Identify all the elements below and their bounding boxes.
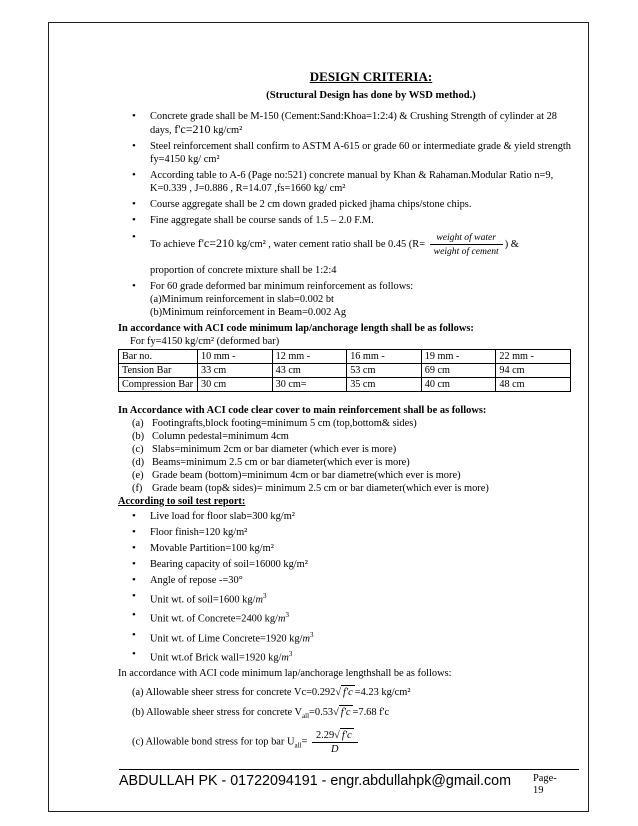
bond-stress-fraction: $\frac{2.29√ f'c}{D}$ xyxy=(312,728,358,756)
list-item: (d) Beams=minimum 2.5 cm or bar diameter(which ever is more) xyxy=(132,457,410,468)
stress-line-b: (b) Allowable sheer stress for concrete $V_{all}=0.53√$ f'c =7.68 f'c xyxy=(132,706,390,720)
list-item: • Unit wt.of Brick wall=1920 $kg/m^3$ xyxy=(118,648,576,664)
list-item: • Unit wt. of Concrete=2400 $kg/m^3$ xyxy=(118,609,576,625)
table-row: Bar no. 10 mm - 12 mm - 16 mm - 19 mm - 22 mm - xyxy=(119,350,571,364)
list-item: (c) Slabs=minimum 2cm or bar diameter (which ever is more) xyxy=(132,444,397,455)
page-number: Page- 19 xyxy=(533,773,557,796)
table-row: Tension Bar 33 cm 43 cm 53 cm 69 cm 94 cm xyxy=(119,364,571,378)
list-item: • To achieve f'c=210 kg/cm² , water cement ratio shall be 0.45 (R= $\frac{\text{weight of water}}{\text{weight of cement}}$ ) & proportion of concrete mixture shall be 1:2:4 xyxy=(118,231,576,277)
footer-divider xyxy=(119,769,579,770)
list-item: • Concrete grade shall be M-150 (Cement:Sand:Khoa=1:2:4) & Crushing Strength of cylinder at 28 days, f'c=210 kg/cm² xyxy=(118,110,576,137)
lap-subheading: For fy=4150 kg/cm² (deformed bar) xyxy=(130,336,280,347)
page-subtitle: (Structural Design has done by WSD method.) xyxy=(266,90,476,101)
list-item: (f) Grade beam (top& sides)= minimum 2.5 cm or bar diameter(which ever is more) xyxy=(132,483,489,494)
design-criteria-list xyxy=(118,110,576,319)
water-cement-fraction: $\frac{\text{weight of water}}{\text{weight of cement}}$ xyxy=(430,231,503,258)
list-item: (a) Footingrafts,block footing=minimum 5 cm (top,bottom& sides) xyxy=(132,418,417,429)
stress-heading: In accordance with ACI code minimum lap/anchorage lengthshall be as follows: xyxy=(118,667,452,679)
cover-heading: In Accordance with ACI code clear cover to main reinforcement shall be as follows: xyxy=(118,405,487,416)
lap-heading: In accordance with ACI code minimum lap/anchorage length shall be as follows: xyxy=(118,323,474,334)
list-item: (b) Column pedestal=minimum 4cm xyxy=(132,431,289,442)
page-content xyxy=(118,70,576,756)
list-item: • Floor finish=120 kg/m² xyxy=(118,526,576,539)
stress-line-a: (a) Allowable sheer stress for concrete Vc=0.292√ f'c =4.23 kg/cm² xyxy=(132,686,411,698)
footer-author: ABDULLAH PK - 01722094191 - engr.abdullahpk@gmail.com xyxy=(119,773,512,789)
list-item: • Angle of repose -=30° xyxy=(118,574,576,587)
list-item: • Bearing capacity of soil=16000 kg/m² xyxy=(118,558,576,571)
soil-list xyxy=(118,510,576,665)
cover-list xyxy=(118,417,576,495)
list-item: • Steel reinforcement shall confirm to ASTM A-615 or grade 60 or intermediate grade & yield strength fy=4150 kg/ cm² xyxy=(118,140,576,166)
list-item: • Unit wt. of Lime Concrete=1920 $kg/m^3$ xyxy=(118,629,576,645)
list-item: • Movable Partition=100 kg/m² xyxy=(118,542,576,555)
lap-length-table xyxy=(118,349,571,392)
table-row: Compression Bar 30 cm 30 cm= 35 cm 40 cm 48 cm xyxy=(119,378,571,392)
page-title: DESIGN CRITERIA: xyxy=(309,69,433,84)
list-item: • Unit wt. of soil=1600 $kg/m^3$ xyxy=(118,590,576,606)
list-item: • According table to A-6 (Page no:521) concrete manual by Khan & Rahaman.Modular Ratio n=9, K=0.339 , J=0.886 , R=14.07 ,fs=1660 kg/ cm² xyxy=(118,169,576,195)
soil-heading: According to soil test report: xyxy=(118,496,246,507)
list-item: • Fine aggregate shall be course sands of 1.5 – 2.0 F.M. xyxy=(118,214,576,227)
list-item: (e) Grade beam (bottom)=minimum 4cm or bar diametre(which ever is more) xyxy=(132,470,461,481)
list-item: • Live load for floor slab=300 kg/m² xyxy=(118,510,576,523)
list-item: • For 60 grade deformed bar minimum reinforcement as follows: (a)Minimum reinforcement in slab=0.002 bt (b)Minimum reinforcement in Beam=0.002 Ag xyxy=(118,280,576,319)
stress-line-c: (c) Allowable bond stress for top bar $U_{all}=$ $\frac{2.29√ f'c}{D}$ xyxy=(118,728,576,756)
list-item: • Course aggregate shall be 2 cm down graded picked jhama chips/stone chips. xyxy=(118,198,576,211)
